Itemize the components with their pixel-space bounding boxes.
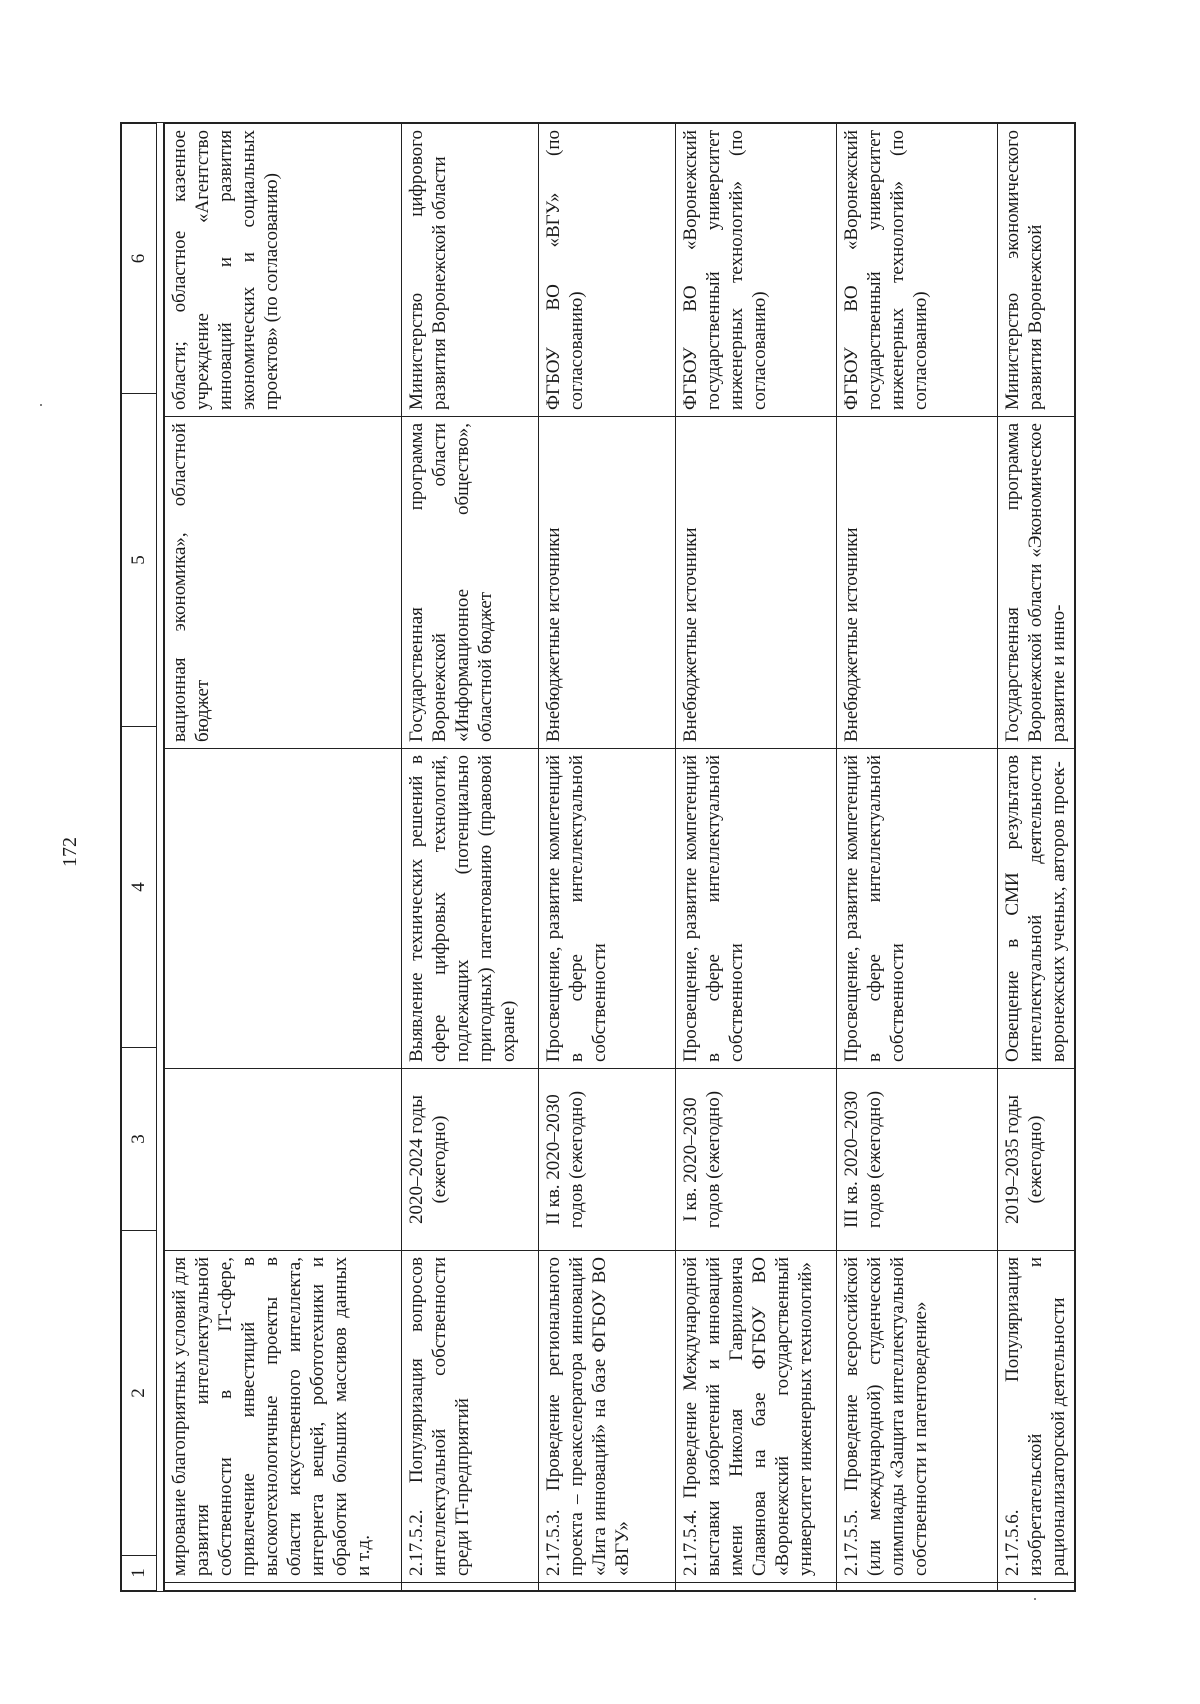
cell-source: вационная экономика», областной бюджет [165,416,401,748]
cell-source: Внебюджетные источники [837,416,997,748]
cell-source: Внебюджетные источники [676,416,836,748]
column-number-4: 4 [122,726,156,1047]
cell-period: 2019–2035 годы (ежегодно) [998,1068,1074,1250]
column-number-5: 5 [122,393,156,726]
cell-measure: 2.17.5.6. Популяризация изобретательской и рационализаторской деятельности [998,1250,1074,1582]
table-row [676,124,837,1590]
cell-period: II кв. 2020–2030 годов (ежегодно) [539,1068,675,1250]
table-row [539,124,676,1590]
cell-measure: мирование благоприятных условий для развития интеллектуальной собственности в IT-сфере, привлечение инвестиций в высокотехнологичные проекты в области искусственного интеллекта, интернета вещей, робототехники и обработки больших массивов данных и т.д. [165,1250,401,1582]
cell-period: III кв. 2020–2030 годов (ежегодно) [837,1068,997,1250]
table-row [998,124,1074,1590]
page-number: 172 [59,837,81,867]
cell-measure: 2.17.5.3. Проведение регионального проекта – преакселератора инноваций «Лига инноваций» на базе ФГБОУ ВО «ВГУ» [539,1250,675,1582]
cell-result: Освещение в СМИ результатов интеллектуальной деятельности воронежских ученых, авторов проек- [998,748,1074,1068]
cell-measure: 2.17.5.5. Проведение всероссийской (или международной) студенческой олимпиады «Защита интеллектуальной собственности и патентоведение» [837,1250,997,1582]
cell-executor: ФГБОУ ВО «Воронежский государственный университет инженерных технологий» (по согласованию) [841,130,931,410]
column-number-1: 1 [122,1555,156,1590]
table-row [165,124,402,1590]
cell-number [539,1582,675,1590]
column-number-6: 6 [128,253,149,264]
cell-source: Государственная программа Воронежской области «Экономическое развитие и инно- [998,416,1074,748]
cell-executor: ФГБОУ ВО «ВГУ» (по согласованию) [543,130,587,410]
cell-result: Просвещение, развитие компетенций в сфере интеллектуальной собственности [837,748,997,1068]
table-header-row [120,122,157,1592]
cell-result: Выявление технических решений в сфере цифровых технологий, подлежащих (потенциально пригодных) патентованию (правовой охране) [402,748,538,1068]
cell-number [402,1582,538,1590]
cell-measure: 2.17.5.4. Проведение Международной выставки изобретений и инноваций имени Николая Гавриловича Славянова на базе ФГБОУ ВО «Воронежский государственный университет инженерных технологий» [676,1250,836,1582]
cell-executor: области; областное казенное учреждение «Агентство инноваций и развития экономических и социальных проектов» (по согласованию) [169,130,282,410]
cell-result: Просвещение, развитие компетенций в сфере интеллектуальной собственности [676,748,836,1068]
cell-number [165,1582,401,1590]
cell-executor: ФГБОУ ВО «Воронежский государственный университет инженерных технологий» (по согласованию) [680,130,770,410]
cell-executor: Министерство цифрового развития Воронежской области [406,130,450,410]
cell-result: Просвещение, развитие компетенций в сфере интеллектуальной собственности [539,748,675,1068]
cell-executor: Министерство экономического развития Воронежской [1002,130,1046,410]
scan-speck [1034,1598,1036,1600]
cell-period: I кв. 2020–2030 годов (ежегодно) [676,1068,836,1250]
cell-period: 2020–2024 годы (ежегодно) [402,1068,538,1250]
table-body [163,122,1076,1592]
measures-table [120,122,1076,1592]
cell-source: Государственная программа Воронежской области «Информационное общество», областной бюджет [402,416,538,748]
cell-number [837,1582,997,1590]
cell-result [165,748,401,1068]
column-number-3: 3 [122,1047,156,1230]
cell-measure: 2.17.5.2. Популяризация вопросов интеллектуальной собственности среди IT-предприятий [402,1250,538,1582]
column-number-2: 2 [122,1230,156,1555]
cell-number [676,1582,836,1590]
cell-period [165,1068,401,1250]
cell-source: Внебюджетные источники [539,416,675,748]
table-row [837,124,998,1590]
cell-number [998,1582,1074,1590]
scan-speck [40,404,42,406]
table-row [402,124,539,1590]
